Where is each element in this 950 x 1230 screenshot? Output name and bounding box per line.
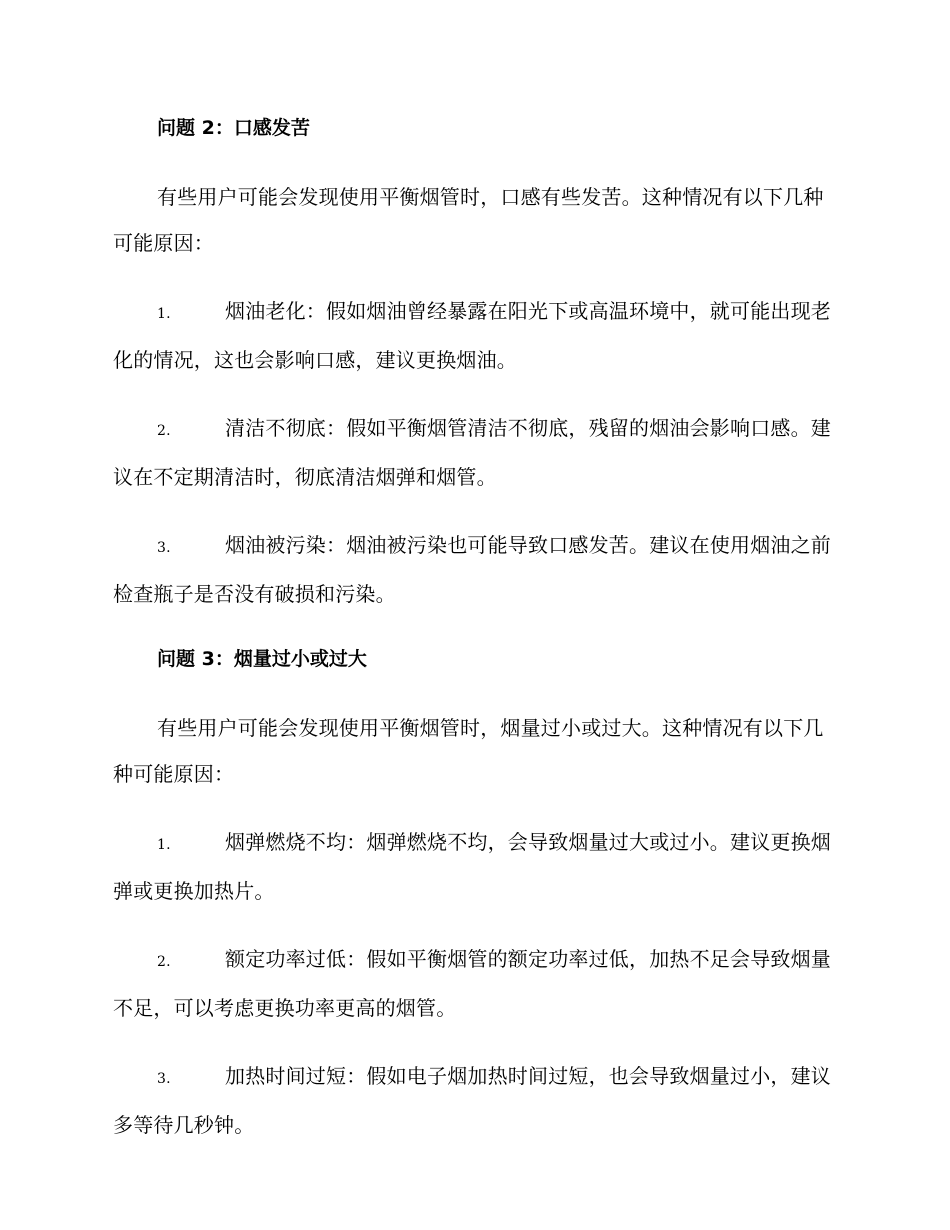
list-item-text: 额定功率过低：假如平衡烟管的额定功率过低，加热不足会导致烟量不足，可以考虑更换功率更高的烟管。 <box>113 947 831 1020</box>
list-item <box>113 405 835 500</box>
section-problem-2 <box>113 108 835 617</box>
list-item <box>113 936 835 1031</box>
section-intro: 有些用户可能会发现使用平衡烟管时，口感有些发苦。这种情况有以下几种可能原因： <box>113 185 824 255</box>
list-item-number: 1. <box>157 837 171 853</box>
list-item <box>113 819 835 914</box>
list-item-number: 1. <box>157 306 171 322</box>
section-heading: 问题 2：口感发苦 <box>157 117 310 139</box>
section-problem-3 <box>113 639 835 1148</box>
list-item-text: 烟油被污染：烟油被污染也可能导致口感发苦。建议在使用烟油之前检查瓶子是否没有破损和污染。 <box>113 533 831 606</box>
list-item <box>113 522 835 617</box>
list-item <box>113 288 835 383</box>
list-item-number: 3. <box>157 1071 171 1087</box>
list-item-text: 加热时间过短：假如电子烟加热时间过短，也会导致烟量过小，建议多等待几秒钟。 <box>113 1064 831 1137</box>
document-page <box>113 108 835 1170</box>
list-item-number: 2. <box>157 954 171 970</box>
section-intro: 有些用户可能会发现使用平衡烟管时，烟量过小或过大。这种情况有以下几种可能原因： <box>113 716 824 786</box>
section-heading: 问题 3：烟量过小或过大 <box>157 648 367 670</box>
list-item-text: 烟弹燃烧不均：烟弹燃烧不均，会导致烟量过大或过小。建议更换烟弹或更换加热片。 <box>113 830 831 903</box>
list-item-number: 3. <box>157 540 171 556</box>
list-item <box>113 1053 835 1148</box>
list-item-number: 2. <box>157 423 171 439</box>
list-item-text: 烟油老化：假如烟油曾经暴露在阳光下或高温环境中，就可能出现老化的情况，这也会影响口感，建议更换烟油。 <box>113 299 831 372</box>
list-item-text: 清洁不彻底：假如平衡烟管清洁不彻底，残留的烟油会影响口感。建议在不定期清洁时，彻底清洁烟弹和烟管。 <box>113 416 831 489</box>
